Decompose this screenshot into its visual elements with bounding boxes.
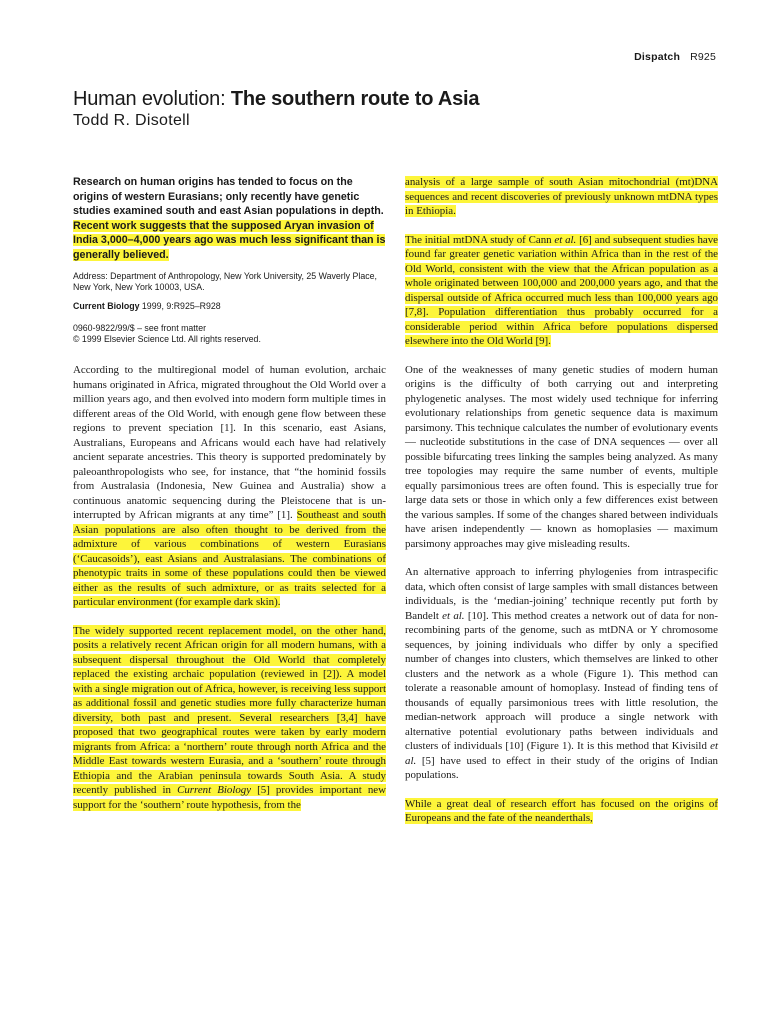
copyright-line: © 1999 Elsevier Science Ltd. All rights reserved. <box>73 334 261 345</box>
et-al-italic: et al. <box>554 233 577 246</box>
et-al-italic: et al. <box>405 740 718 767</box>
author-address: Address: Department of Anthropology, New York University, 25 Waverly Place, New York, New York 10003, USA. <box>73 271 377 293</box>
paragraph-multiregional <box>73 363 386 610</box>
section-label: Dispatch <box>634 51 681 63</box>
paragraph-mtdna-study <box>405 233 718 349</box>
highlighted-text: [6] and subsequent studies have found far greater genetic variation within Africa than in the rest of the Old World, consistent with the view that the African population as a whole originated between 100,000 and 200,000 years ago, and that the dispersal outside of Africa occurred much less than 100,000 years ago [7,8]. Population differentiation thus probably occurred for a considerable period within Africa before populations dispersed elsewhere into the Old World [9]. <box>405 233 718 347</box>
highlighted-text: The widely supported recent replacement model, on the other hand, posits a relatively recent African origin for all modern humans, with a subsequent dispersal throughout the Old World that completely replaced the existing archaic population (reviewed in [2]). A model with a single migration out of Africa, however, is receiving less support as additional fossil and genetic studies more fully characterize human diversity, both past and present. Several researchers [3,4] have proposed that two geographical routes were taken by early modern migrants from Africa: a ‘northern’ route through north Africa and the Middle East towards western Eurasia, and a ‘southern’ route through Ethiopia and the Arabian peninsula towards South Asia. A study recently published in <box>73 624 386 797</box>
page-number: R925 <box>690 51 716 63</box>
title-prefix: Human evolution: <box>73 88 231 110</box>
abstract-text: Research on human origins has tended to focus on the origins of western Eurasians; only recently have genetic studies examined south and east Asian populations in depth. <box>73 176 384 217</box>
paragraph-continuation <box>405 175 718 219</box>
citation <box>73 301 386 312</box>
et-al-italic: et al. <box>442 609 465 622</box>
author-name: Todd R. Disotell <box>73 112 190 129</box>
journal-name: Current Biology <box>73 300 140 311</box>
left-column <box>73 175 386 812</box>
paragraph-text: An alternative approach to inferring phylogenies from intraspecific data, which often consist of large samples with small distances between individuals, is the ‘median-joining’ technique recently put forth by Bandelt <box>405 566 718 622</box>
abstract-highlight: Recent work suggests that the supposed Aryan invasion of India 3,000–4,000 years ago was much less significant than is generally believed. <box>73 219 386 261</box>
right-column <box>405 175 718 826</box>
paragraph-europeans <box>405 797 718 826</box>
highlighted-text: analysis of a large sample of south Asian mitochondrial (mt)DNA sequences and recent discoveries of previously unknown mtDNA types in Ethiopia. <box>405 176 718 217</box>
article-title <box>73 88 479 111</box>
highlighted-text: [5] provides important new support for the ‘southern’ route hypothesis, from the <box>73 784 386 811</box>
journal-italic: Current Biology <box>177 784 252 797</box>
highlighted-text: Southeast and south Asian populations are also often thought to be derived from the admixture of various combinations of western Eurasians (‘Caucasoids’), east Asians and Australasians. The combinations of phenotypic traits in some of these populations could then be viewed either as the results of such admixture, or as traits selected for a particular environment (for example dark skin). <box>73 509 386 609</box>
highlighted-text: The initial mtDNA study of Cann <box>405 233 555 246</box>
title-main: The southern route to Asia <box>230 88 480 110</box>
abstract <box>73 175 386 262</box>
paragraph-replacement-model <box>73 624 386 813</box>
citation-details: 1999, 9:R925–R928 <box>139 300 221 311</box>
highlighted-text: While a great deal of research effort has focused on the origins of Europeans and the fate of the neanderthals, <box>405 797 718 824</box>
issn-line: 0960-9822/99/$ – see front matter <box>73 322 207 333</box>
paragraph-text: According to the multiregional model of human evolution, archaic humans originated in Africa, migrated throughout the Old World over a million years ago, and then evolved into modern form multiple times in different areas of the Old World, with enough gene flow between these regions to prevent speciation [1]. In this scenario, east Asians, Australians, Europeans and Africans would each have had relatively ancient separate ancestries. This theory is supported predominately by paleoanthropologists who see, for instance, that “the hominid fossils from Australasia (Indonesia, New Guinea and Australia) show a continuous anatomic sequencing during the Pleistocene that is un-interrupted by African migrants at any time” [1]. <box>73 364 386 522</box>
copyright-notice <box>73 323 386 346</box>
paragraph-text: [5] have used to effect in their study of the origins of Indian populations. <box>405 754 718 781</box>
running-header <box>634 51 716 63</box>
paragraph-text: [10]. This method creates a network out of data for non-recombining parts of the genome, such as mtDNA or Y chromosome sequences, by joining individuals who differ by only a specified number of changes into clusters, which themselves are linked to other clusters and the network as a whole (Figure 1). This method can tolerate a reasonable amount of homoplasy. Instead of finding tens of thousands of equally parsimonious trees with little resolution, the median-network approach will produce a single network with alternative potential evolutionary paths between individuals and clusters of individuals [10] (Figure 1). It is this method that Kivisild <box>405 609 718 752</box>
paragraph-median-joining <box>405 565 718 783</box>
paragraph-parsimony: One of the weaknesses of many genetic studies of modern human origins is the difficulty of both carrying out and interpreting phylogenetic analyses. The most widely used technique for inferring evolutionary relationships from genetic sequence data is maximum parsimony. This technique calculates the number of evolutionary events — nucleotide substitutions in the case of DNA sequences — over all possible bifurcating trees linking the samples being analyzed. As many tree topologies may require the same number of events, multiple equally parsimonious trees are often found. This is especially true for large data sets or those in which only a few differences exist between the various samples. If some of the changes shared between individuals have arisen independently — known as homoplasies — maximum parsimony approaches may give misleading results. <box>405 363 718 550</box>
